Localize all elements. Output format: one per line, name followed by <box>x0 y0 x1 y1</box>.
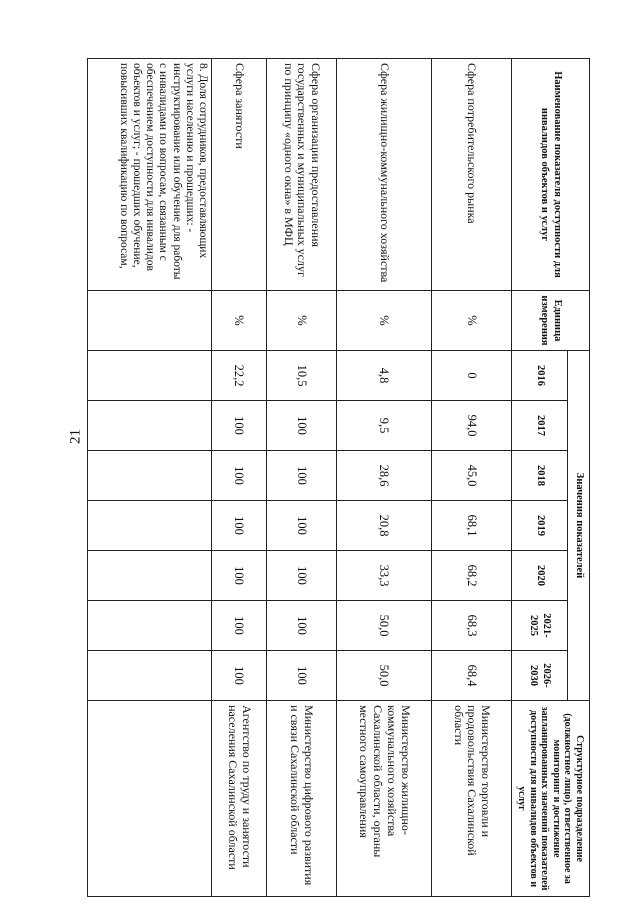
table-row <box>88 59 212 897</box>
value-cell: 94,0 <box>432 401 512 451</box>
header-unit: Единица измерения <box>512 291 590 351</box>
header-values-group: Значения показателей <box>568 351 590 701</box>
value-cell: 100 <box>212 601 267 651</box>
value-cell: 22,2 <box>212 351 267 401</box>
value-cell: 28,6 <box>337 451 432 501</box>
unit-cell: % <box>267 291 337 351</box>
value-cell: 50,0 <box>337 601 432 651</box>
value-cell: 100 <box>267 401 337 451</box>
year-header: 2020 <box>512 551 568 601</box>
responsible-cell: Министерство торговли и продовольствия Сахалинской области <box>432 701 512 897</box>
year-header: 2017 <box>512 401 568 451</box>
indicator-name: Сфера организации предоставления государственных и муниципальных услуг по принципу «одного окна» в МФЦ <box>267 59 337 291</box>
value-cell: 100 <box>267 501 337 551</box>
rotated-table-container <box>88 58 590 896</box>
value-cell: 68,1 <box>432 501 512 551</box>
unit-cell: % <box>432 291 512 351</box>
indicator-name: Сфера занятости <box>212 59 267 291</box>
header-responsible: Структурное подразделение (должностное лицо), ответственное за мониторинг и достижение запланированных значений показателей доступности для инвалидов объектов и услуг <box>512 701 590 897</box>
unit-cell: % <box>212 291 267 351</box>
value-cell: 50,0 <box>337 651 432 701</box>
value-cell: 0 <box>432 351 512 401</box>
value-cell: 68,4 <box>432 651 512 701</box>
table-row <box>337 59 432 897</box>
table-row <box>432 59 512 897</box>
table-row <box>212 59 267 897</box>
value-cell: 100 <box>212 551 267 601</box>
value-cell: 45,0 <box>432 451 512 501</box>
value-cell <box>88 551 212 601</box>
page-number: 21 <box>67 429 84 444</box>
indicators-table <box>87 58 590 897</box>
value-cell <box>88 601 212 651</box>
value-cell: 100 <box>267 451 337 501</box>
value-cell: 100 <box>212 451 267 501</box>
value-cell <box>88 501 212 551</box>
indicator-name: Сфера жилищно-коммунального хозяйства <box>337 59 432 291</box>
year-header: 2019 <box>512 501 568 551</box>
responsible-cell: Министерство цифрового развития и связи Сахалинской области <box>267 701 337 897</box>
value-cell: 20,8 <box>337 501 432 551</box>
year-header: 2021-2025 <box>512 601 568 651</box>
indicator-name: 8. Доля сотрудников, предоставляющих услуги населению и прошедших: - инструктирование или обучение для работы с инвалидами по вопросам, связанным с обеспечением доступности для инвалидов объектов и услуг; - прошедших обучение, повысивших квалификацию по вопросам, <box>88 59 212 291</box>
year-header: 2016 <box>512 351 568 401</box>
unit-cell <box>88 291 212 351</box>
value-cell <box>88 351 212 401</box>
value-cell: 10,5 <box>267 351 337 401</box>
value-cell: 100 <box>212 651 267 701</box>
value-cell <box>88 401 212 451</box>
responsible-cell: Министерство жилищно-коммунального хозяйства Сахалинской области, органы местного самоуправления <box>337 701 432 897</box>
value-cell: 100 <box>267 551 337 601</box>
value-cell: 100 <box>212 401 267 451</box>
unit-cell: % <box>337 291 432 351</box>
responsible-cell: Агентство по труду и занятости населения Сахалинской области <box>212 701 267 897</box>
value-cell <box>88 451 212 501</box>
value-cell: 100 <box>212 501 267 551</box>
value-cell: 100 <box>267 601 337 651</box>
value-cell: 68,2 <box>432 551 512 601</box>
value-cell: 4,8 <box>337 351 432 401</box>
header-name: Наименование показателя доступности для инвалидов объектов и услуг <box>512 59 590 291</box>
year-header: 2018 <box>512 451 568 501</box>
responsible-cell <box>88 701 212 897</box>
value-cell: 9,5 <box>337 401 432 451</box>
value-cell: 68,3 <box>432 601 512 651</box>
value-cell: 100 <box>267 651 337 701</box>
year-header: 2026-2030 <box>512 651 568 701</box>
table-row <box>267 59 337 897</box>
value-cell <box>88 651 212 701</box>
value-cell: 33,3 <box>337 551 432 601</box>
indicator-name: Сфера потребительского рынка <box>432 59 512 291</box>
